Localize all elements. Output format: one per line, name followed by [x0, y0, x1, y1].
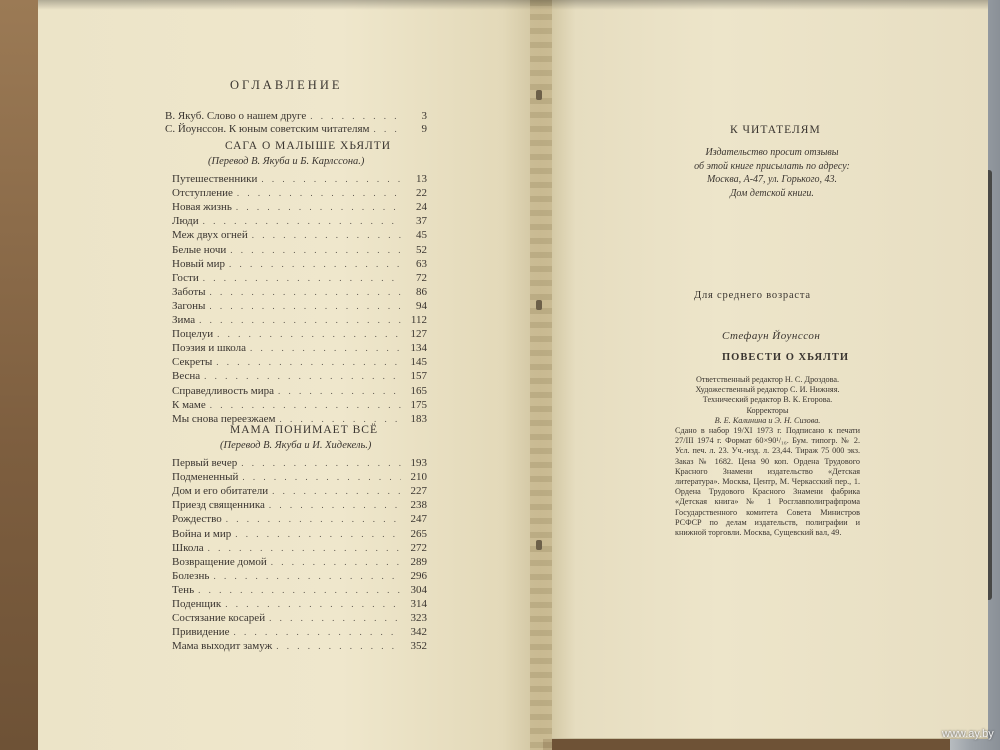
toc-entry-title: Привидение	[172, 626, 230, 639]
leader-dots	[203, 273, 401, 283]
toc-entry-page: 304	[410, 583, 427, 596]
leader-dots	[199, 315, 401, 325]
publisher-address	[672, 146, 872, 200]
toc-entry	[172, 513, 427, 527]
toc-entry	[172, 300, 427, 314]
toc-entry	[172, 173, 427, 187]
leader-dots	[217, 329, 401, 339]
leader-dots	[269, 613, 401, 623]
toc-entry	[172, 542, 427, 556]
toc-entry	[172, 584, 427, 598]
toc-entry-page: 72	[416, 271, 427, 284]
toc-entry-title: Гости	[172, 271, 199, 284]
toc-entry	[172, 370, 427, 384]
toc-entry-page: 265	[410, 527, 427, 540]
leader-dots	[216, 357, 401, 367]
toc-entry-title: Отступление	[172, 187, 233, 200]
leader-dots	[210, 400, 401, 410]
correctors-label: Корректоры	[746, 405, 789, 415]
toc-entry-page: 94	[416, 299, 427, 312]
toc-entry-page: 134	[410, 342, 427, 355]
age-group: Для среднего возраста	[694, 290, 811, 301]
leader-dots	[234, 627, 401, 637]
toc-entry-page: 165	[410, 384, 427, 397]
toc-entry-page: 13	[416, 173, 427, 185]
toc-entry-page: 22	[416, 187, 427, 200]
watermark: www.ay.by	[942, 728, 994, 740]
address-line: об этой книге присылать по адресу:	[694, 160, 850, 172]
toc-front-entry	[165, 123, 427, 137]
toc-entry	[172, 328, 427, 342]
toc-entry	[172, 187, 427, 201]
toc-entry-page: 296	[410, 569, 427, 582]
toc-entry	[172, 499, 427, 513]
leader-dots	[250, 343, 401, 353]
readers-heading: К ЧИТАТЕЛЯМ	[730, 124, 821, 136]
leader-dots	[225, 599, 401, 609]
toc-entry-page: 183	[410, 412, 427, 425]
toc-entry	[172, 258, 427, 272]
toc-entry	[172, 598, 427, 612]
toc-entry-title: Болезнь	[172, 569, 210, 582]
toc-entry-page: 352	[410, 640, 427, 653]
toc-entry-title: Зима	[172, 314, 196, 326]
leader-dots	[198, 585, 401, 595]
toc-entry-page: 314	[410, 598, 427, 610]
leader-dots	[204, 371, 401, 381]
leader-dots	[226, 514, 401, 524]
toc-entry	[172, 528, 427, 542]
toc-entry-page: 127	[410, 328, 427, 341]
toc-entry-title: Тень	[172, 583, 195, 596]
toc-entry-title: Первый вечер	[172, 457, 238, 469]
right-page	[540, 0, 988, 739]
toc-entry-page: 9	[421, 123, 427, 135]
toc-entry	[172, 556, 427, 570]
section-subtitle: (Перевод В. Якуба и И. Хидекель.)	[220, 440, 372, 451]
address-line: Дом детской книги.	[730, 187, 814, 199]
toc-entry	[172, 485, 427, 499]
toc-entry-title: Приезд священника	[172, 499, 265, 512]
binding-stitch	[536, 90, 542, 100]
toc-entry	[172, 640, 427, 654]
leader-dots	[310, 111, 401, 121]
imprint-text: Сдано в набор 19/XI 1973 г. Подписано к печати 27/III 1974 г. Формат 60×90¹/₁₆. Бум. типогр. № 2. Усл. печ. л. 23. Уч.-изд. л. 23,44. Тираж 75 000 экз. Заказ № 1682. Цена 90 коп. Ордена Трудового Красного Знамени издательство «Детская литература». Москва, Центр, М. Черкасский пер., 1. Ордена Трудового Красного Знамени фабрика «Детская книга» № 1 Росглавполиграфпрома Государственного комитета Совета Министров РСФСР по делам издательств, полиграфии и книжной торговли. Москва, Сущевский вал, 49.	[675, 426, 860, 538]
toc-entry-page: 175	[410, 398, 427, 411]
toc-entry-page: 157	[410, 370, 427, 383]
toc-entry-title: С. Йоунссон. К юным советским читателям	[165, 123, 370, 135]
toc-entry-page: 45	[416, 229, 427, 242]
page-top-shadow	[38, 0, 988, 10]
toc-entry-title: Война и мир	[172, 527, 232, 540]
colophon	[675, 375, 860, 538]
toc-entry-title: Дом и его обитатели	[172, 485, 269, 498]
toc-entry-title: Поэзия и школа	[172, 342, 246, 355]
toc-entry-title: Весна	[172, 370, 201, 383]
binding-stitch	[536, 300, 542, 310]
toc-entry-title: Мы снова переезжаем	[172, 412, 276, 425]
toc-entry	[172, 201, 427, 215]
toc-entry	[172, 342, 427, 356]
toc-entry-page: 86	[416, 285, 427, 298]
leader-dots	[230, 245, 401, 255]
section-title: МАМА ПОНИМАЕТ ВСЁ	[230, 424, 378, 436]
leader-dots	[210, 287, 401, 297]
leader-dots	[252, 230, 401, 240]
leader-dots	[280, 414, 401, 424]
toc-entry-page: 210	[410, 471, 427, 484]
toc-front-entry	[165, 110, 427, 124]
toc-entry-title: Состязание косарей	[172, 612, 266, 625]
toc-entry-title: К маме	[172, 398, 206, 411]
toc-entry-title: Рождество	[172, 513, 222, 526]
toc-entry	[172, 471, 427, 485]
toc-entry	[172, 356, 427, 370]
toc-entry-title: Поцелуи	[172, 328, 214, 341]
toc-entry-title: Заботы	[172, 285, 206, 298]
toc-entry	[172, 399, 427, 413]
toc-entry	[172, 244, 427, 258]
toc-entry-page: 24	[416, 201, 427, 214]
toc-entry-page: 37	[416, 215, 427, 228]
leader-dots	[213, 571, 401, 581]
toc-entry-title: Школа	[172, 541, 204, 554]
toc-entry-title: Новый мир	[172, 257, 226, 270]
toc-entry-page: 342	[410, 626, 427, 639]
leader-dots	[235, 529, 401, 539]
toc-entry-title: Поденщик	[172, 598, 222, 610]
toc-entry	[172, 286, 427, 300]
toc-entry-title: Путешественники	[172, 173, 258, 185]
editor-line: Ответственный редактор Н. С. Дроздова.	[695, 375, 840, 384]
section-title: САГА О МАЛЫШЕ ХЬЯЛТИ	[225, 140, 392, 152]
toc-entry-page: 145	[410, 356, 427, 369]
toc-entry-title: В. Якуб. Слово о нашем друге	[165, 110, 307, 122]
leader-dots	[276, 641, 401, 651]
toc-entry-title: Меж двух огней	[172, 229, 248, 242]
leader-dots	[229, 259, 401, 269]
toc-entry-title: Новая жизнь	[172, 201, 232, 214]
leader-dots	[237, 188, 401, 198]
leader-dots	[209, 301, 401, 311]
toc-entry-page: 3	[421, 110, 427, 122]
toc-entry-page: 193	[410, 457, 427, 469]
book-title: ПОВЕСТИ О ХЬЯЛТИ	[722, 352, 850, 363]
toc-entry	[172, 612, 427, 626]
toc-entry	[172, 457, 427, 471]
toc-entry-title: Секреты	[172, 356, 213, 369]
address-line: Москва, А-47, ул. Горького, 43.	[707, 174, 837, 185]
toc-entry	[172, 570, 427, 584]
address-line: Издательство просит отзывы	[705, 147, 839, 158]
toc-entry-page: 272	[410, 541, 427, 554]
author-name: Стефаун Йоунссон	[722, 330, 821, 342]
leader-dots	[269, 500, 401, 510]
book-spine-gutter	[530, 0, 552, 750]
toc-entry-page: 323	[410, 612, 427, 625]
toc-entry	[172, 272, 427, 286]
leader-dots	[261, 174, 401, 184]
toc-entry	[172, 314, 427, 328]
leader-dots	[272, 486, 401, 496]
toc-entry-page: 63	[416, 257, 427, 270]
toc-entry-title: Загоны	[172, 299, 206, 312]
leader-dots	[374, 124, 401, 134]
editor-line: Художественный редактор С. И. Нижняя.	[695, 385, 840, 395]
toc-entry-title: Возвращение домой	[172, 555, 267, 568]
leader-dots	[241, 458, 401, 468]
correctors: В. Е. Калинина и Э. Н. Сизова.	[714, 415, 821, 425]
leader-dots	[242, 472, 401, 482]
toc-entry-title: Справедливость мира	[172, 384, 275, 397]
toc-entry-title: Белые ночи	[172, 243, 227, 256]
toc-entry-title: Люди	[172, 215, 199, 228]
section-subtitle: (Перевод В. Якуба и Б. Карлссона.)	[208, 156, 365, 167]
toc-entry-page: 112	[410, 314, 427, 326]
toc-entry-title: Мама выходит замуж	[172, 640, 273, 653]
toc-entry-page: 238	[410, 499, 427, 512]
leader-dots	[203, 216, 401, 226]
leader-dots	[278, 386, 401, 396]
toc-entry-page: 227	[410, 485, 427, 498]
toc-heading: ОГЛАВЛЕНИЕ	[230, 78, 343, 92]
toc-entry-page: 289	[410, 555, 427, 568]
leader-dots	[208, 543, 401, 553]
toc-entry-page: 52	[416, 243, 427, 256]
toc-entry	[172, 385, 427, 399]
binding-stitch	[536, 540, 542, 550]
toc-entry-title: Подмененный	[172, 471, 239, 484]
leader-dots	[271, 557, 401, 567]
toc-entry	[172, 229, 427, 243]
leader-dots	[236, 202, 401, 212]
toc-entry	[172, 626, 427, 640]
toc-entry	[172, 215, 427, 229]
toc-entry-page: 247	[410, 513, 427, 526]
editor-line: Технический редактор В. К. Егорова.	[702, 395, 833, 405]
